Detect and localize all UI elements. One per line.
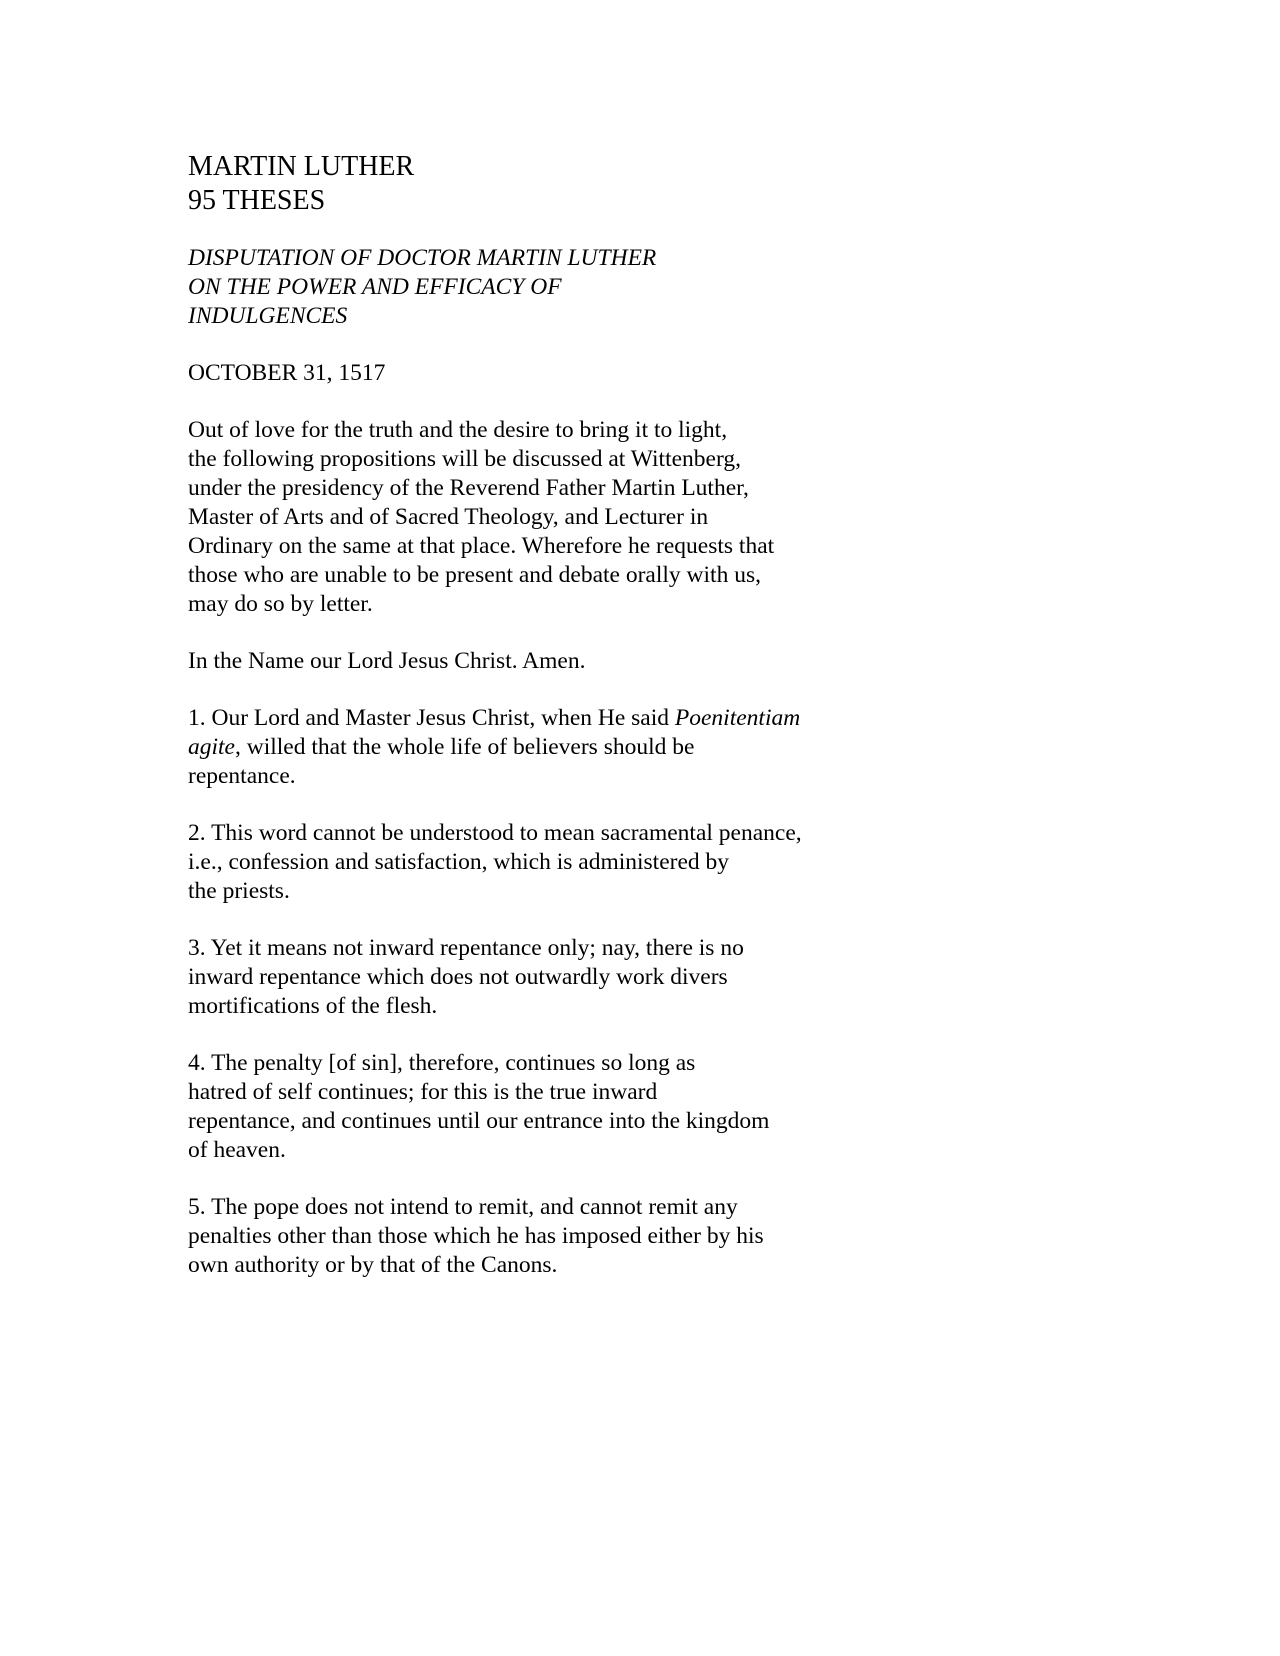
title-line-work: 95 THESES [188, 185, 326, 216]
intro-line: Ordinary on the same at that place. Wherefore he requests that [188, 533, 775, 559]
title-line-author: MARTIN LUTHER [188, 151, 415, 182]
document-title [188, 150, 908, 218]
thesis-1-latin-term: Poenitentiam [674, 705, 801, 731]
intro-line: Master of Arts and of Sacred Theology, and Lecturer in [188, 504, 709, 530]
thesis-line: repentance. [188, 763, 296, 789]
intro-line: Out of love for the truth and the desire to bring it to light, [188, 417, 728, 443]
intro-line: the following propositions will be discussed at Wittenberg, [188, 446, 741, 472]
thesis-line: 4. The penalty [of sin], therefore, continues so long as [188, 1050, 696, 1076]
thesis-1-prefix: 1. Our Lord and Master Jesus Christ, when He said [188, 705, 675, 731]
thesis-3 [188, 934, 908, 1021]
document-date [188, 359, 908, 388]
thesis-line: penalties other than those which he has imposed either by his [188, 1223, 764, 1249]
thesis-line: hatred of self continues; for this is the true inward [188, 1079, 658, 1105]
thesis-line: 5. The pope does not intend to remit, and cannot remit any [188, 1194, 738, 1220]
thesis-line: of heaven. [188, 1137, 286, 1163]
thesis-4 [188, 1049, 908, 1165]
invocation-paragraph [188, 647, 908, 676]
subtitle-line: DISPUTATION OF DOCTOR MARTIN LUTHER [188, 245, 657, 271]
thesis-line: inward repentance which does not outwardly work divers [188, 964, 728, 990]
thesis-line: 3. Yet it means not inward repentance only; nay, there is no [188, 935, 744, 961]
intro-line: may do so by letter. [188, 591, 373, 617]
intro-paragraph [188, 416, 908, 619]
intro-line: those who are unable to be present and debate orally with us, [188, 562, 761, 588]
thesis-1 [188, 704, 908, 791]
thesis-line: mortifications of the flesh. [188, 993, 438, 1019]
document-page [188, 150, 908, 1308]
invocation-text: In the Name our Lord Jesus Christ. Amen. [188, 648, 586, 674]
intro-line: under the presidency of the Reverend Father Martin Luther, [188, 475, 749, 501]
subtitle-line: INDULGENCES [188, 303, 348, 329]
thesis-1-latin-term-cont: agite [188, 734, 235, 760]
thesis-line: repentance, and continues until our entrance into the kingdom [188, 1108, 770, 1134]
thesis-1-suffix: , willed that the whole life of believers should be [235, 734, 695, 760]
thesis-line [188, 704, 908, 733]
document-subtitle [188, 244, 908, 331]
thesis-line: own authority or by that of the Canons. [188, 1252, 558, 1278]
thesis-line: i.e., confession and satisfaction, which is administered by [188, 849, 730, 875]
subtitle-line: ON THE POWER AND EFFICACY OF [188, 274, 562, 300]
thesis-line: 2. This word cannot be understood to mean sacramental penance, [188, 820, 802, 846]
date-text: OCTOBER 31, 1517 [188, 360, 386, 386]
thesis-line: the priests. [188, 878, 290, 904]
thesis-2 [188, 819, 908, 906]
thesis-5 [188, 1193, 908, 1280]
thesis-line [188, 733, 908, 762]
